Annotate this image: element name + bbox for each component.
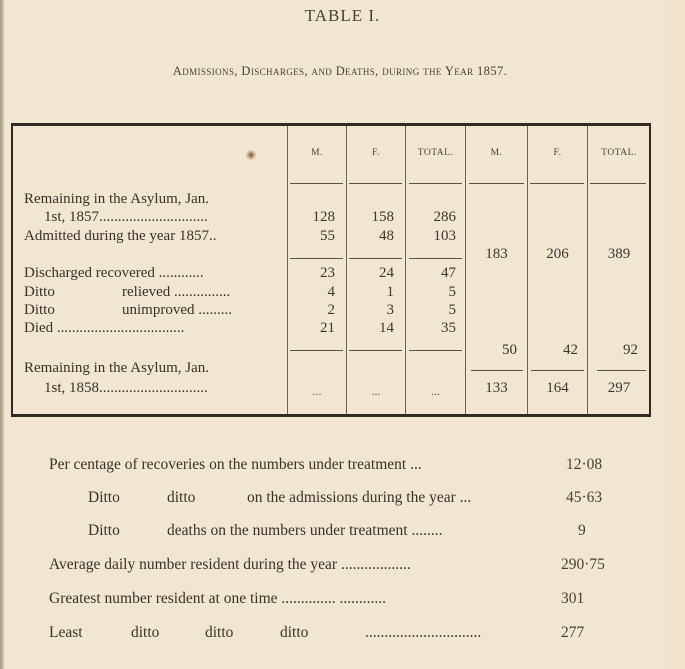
stat-value-recovery-pct: 12·08 (566, 456, 603, 473)
cell-m: 21 (320, 320, 335, 336)
cell-discharged-died-total: 92 (623, 342, 638, 358)
sum-rule (290, 258, 343, 259)
sum-rule (290, 350, 343, 351)
header-f-1: F. (372, 148, 380, 158)
row-label-relieved: relieved ............... (122, 284, 231, 300)
row-label-admitted: Admitted during the year 1857.. (24, 228, 217, 244)
sum-rule (531, 370, 584, 371)
column-divider (465, 126, 466, 414)
table-subtitle: Admissions, Discharges, and Deaths, during the Year 1857. (172, 64, 508, 78)
stat-label-ditto: Ditto (88, 489, 120, 506)
header-rule (349, 183, 402, 184)
stat-label-ditto: ditto (167, 489, 196, 506)
stat-label-leader-dots: .............................. (365, 624, 482, 641)
row-label-unimproved: unimproved ......... (122, 302, 232, 318)
cell-m: 2 (327, 302, 335, 318)
cell-f: 24 (379, 265, 394, 281)
stat-label-ditto: ditto (131, 624, 160, 641)
paper-stain (246, 150, 256, 160)
stat-label-average-daily: Average daily number resident during the year .................. (49, 556, 411, 573)
cell-f: 158 (371, 209, 394, 225)
sum-rule (409, 350, 462, 351)
cell-discharged-died-m: 50 (502, 342, 517, 358)
column-divider (587, 126, 588, 414)
cell-m: 4 (327, 284, 335, 300)
cell-total: 47 (441, 265, 456, 281)
cell-f: 14 (379, 320, 394, 336)
cell-under-treatment-m: 183 (485, 246, 508, 262)
cell-f: 3 (386, 302, 394, 318)
sum-rule (349, 258, 402, 259)
row-label-died: Died .................................. (24, 320, 185, 336)
cell-m: 55 (320, 228, 335, 244)
stat-label-greatest: Greatest number resident at one time .............. ............ (49, 590, 387, 607)
header-rule (530, 183, 584, 184)
header-m-1: M. (311, 148, 323, 158)
column-divider (287, 126, 288, 414)
stat-value-average-daily: 290·75 (561, 556, 605, 573)
column-divider (346, 126, 347, 414)
stat-label-ditto: Ditto (88, 522, 120, 539)
stat-label-ditto: ditto (205, 624, 234, 641)
cell-m-empty: ... (312, 384, 322, 398)
row-label-remaining-1858-date: 1st, 1858............................. (44, 380, 208, 396)
stat-label-admissions: on the admissions during the year ... (247, 489, 472, 506)
row-label-remaining-1858: Remaining in the Asylum, Jan. (24, 360, 209, 376)
row-label-remaining-1857-date: 1st, 1857............................. (44, 209, 208, 225)
table-title: TABLE I. (304, 6, 381, 25)
cell-m: 23 (320, 265, 335, 281)
sum-rule (409, 258, 462, 259)
cell-f-empty: ... (371, 384, 381, 398)
header-rule (469, 183, 524, 184)
cell-under-treatment-total: 389 (607, 246, 631, 262)
stat-label-deaths: deaths on the numbers under treatment ........ (167, 522, 443, 539)
header-total-2: TOTAL. (601, 148, 637, 158)
header-rule (590, 183, 646, 184)
cell-discharged-died-f: 42 (563, 342, 578, 358)
row-label-discharged-recovered: Discharged recovered ............ (24, 265, 204, 281)
cell-total: 5 (448, 284, 456, 300)
stat-label-recovery-pct: Per centage of recoveries on the numbers under treatment ... (49, 456, 422, 473)
cell-under-treatment-f: 206 (546, 246, 569, 262)
column-divider (527, 126, 528, 414)
sum-rule (349, 350, 402, 351)
header-f-2: F. (553, 148, 562, 158)
cell-total-empty: ... (431, 384, 440, 398)
row-label-ditto: Ditto (24, 284, 55, 300)
row-label-ditto: Ditto (24, 302, 55, 318)
header-m-2: M. (490, 148, 503, 158)
stat-label-least: Least (49, 624, 83, 641)
row-label-remaining-1857: Remaining in the Asylum, Jan. (24, 191, 209, 207)
stat-value-greatest: 301 (561, 590, 585, 607)
cell-remaining-1858-m: 133 (485, 380, 508, 396)
cell-total: 286 (433, 209, 456, 225)
stat-value-admissions-pct: 45·63 (566, 489, 603, 506)
header-rule (290, 183, 343, 184)
stat-value-least: 277 (561, 624, 585, 641)
cell-f: 48 (379, 228, 394, 244)
column-divider (405, 126, 406, 414)
page-binding-edge (0, 0, 4, 669)
page-edge-shadow (655, 0, 685, 669)
cell-total: 103 (433, 228, 456, 244)
sum-rule (471, 370, 523, 371)
header-total-1: TOTAL. (417, 148, 454, 158)
cell-total: 35 (441, 320, 456, 336)
cell-m: 128 (312, 209, 335, 225)
header-rule (409, 183, 462, 184)
cell-f: 1 (386, 284, 394, 300)
sum-rule (597, 370, 646, 371)
stat-label-ditto: ditto (280, 624, 309, 641)
cell-total: 5 (448, 302, 456, 318)
stat-value-deaths-pct: 9 (578, 522, 586, 539)
cell-remaining-1858-total: 297 (607, 380, 631, 396)
cell-remaining-1858-f: 164 (546, 380, 569, 396)
